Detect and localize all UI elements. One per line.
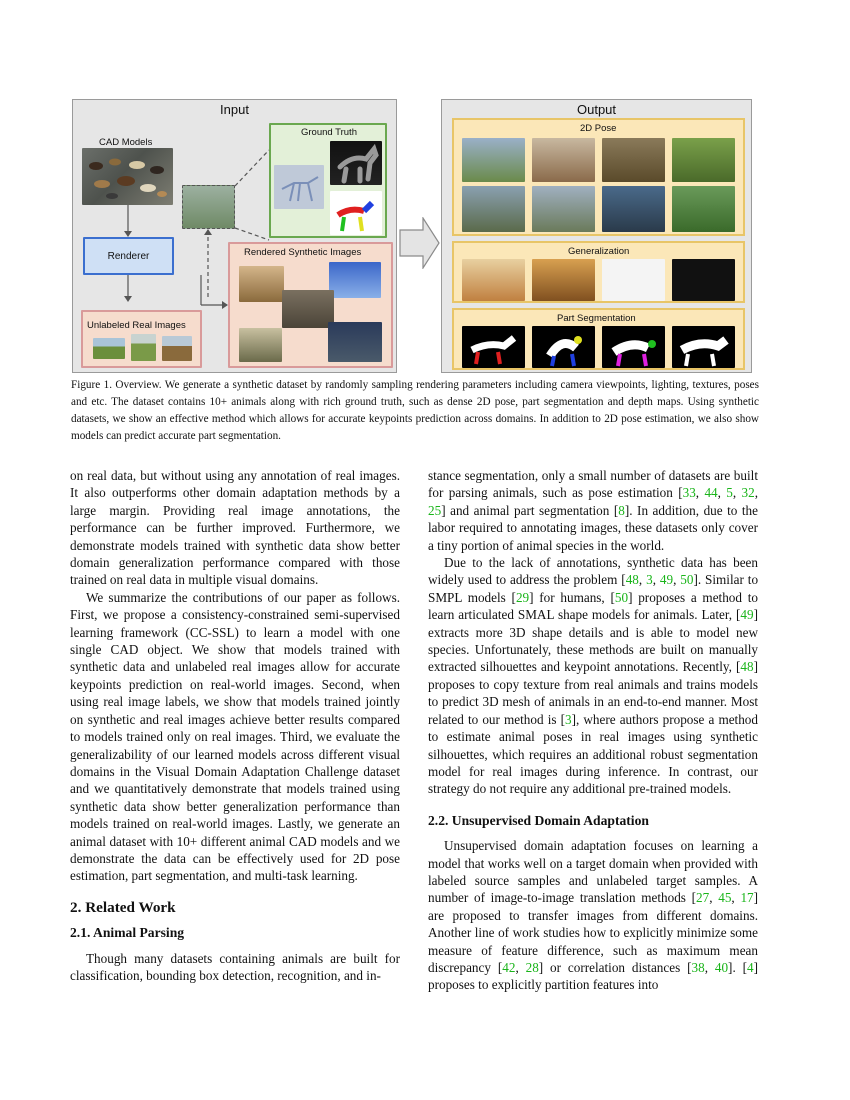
pose-result-8 [672,186,735,232]
citation-link[interactable]: 48 [740,659,754,675]
citation-link[interactable]: 32 [741,485,755,501]
input-connectors [73,100,398,374]
citation-link[interactable]: 4 [747,959,754,975]
citation-link[interactable]: 42 [502,959,516,975]
citation-link[interactable]: 25 [428,502,442,518]
citation-link[interactable]: 8 [618,502,625,518]
citation-link[interactable]: 38 [691,959,705,975]
segmentation-result-1 [462,326,525,368]
generalization-result-1 [462,259,525,301]
pose-result-6 [532,186,595,232]
citation-link[interactable]: 49 [740,607,754,623]
input-panel [72,99,397,373]
output-panel [441,99,752,373]
right-paragraph-2: Due to the lack of annotations, synthetic data has been widely used to address the problem [48, 3, 49, 50]. Similar to SMPL models [29] for humans, [50] proposes a method to learn articulated SMAL shape models for animals. Later, [49] extracts more 3D shape details and is able to model new species. Unfortunately, these methods are built on manually extracted silhouettes and keypoint annotations. Recently, [48] proposes to copy texture from real animals and trains models to predict 3D mesh of animals in an end-to-end manner. Most related to our method is [3], where authors propose a method to estimate animal poses in real images using synthetic silhouettes, which requires an additional robust segmentation model for real images during inference. In contrast, our strategy do not require any additional pre-trained models. [428,555,759,797]
generalization-result-4 [672,259,735,301]
generalization-result-3 [602,259,665,301]
segmentation-result-2 [532,326,595,368]
left-paragraph-2: We summarize the contributions of our paper as follows. First, we propose a consistency-constrained semi-supervised learning framework (CC-SSL) to learn a model with one single CAD object. We show that models trained with synthetic data and unlabeled real images allow for accurate keypoints prediction on real-world images. Second, when using real image labels, we show that models trained jointly on synthetic and real images achieve better results compared to models trained only on real images. Third, we evaluate the generalizability of our learned models across different visual domains in the Visual Domain Adaptation Challenge dataset and we quantitatively demonstrate that models trained using synthetic data show better generalization performance than models trained on real-world images. Lastly, we generate an animal dataset with 10+ different animal CAD models and we demonstrate the data can be effectively used for 2D pose estimation, part segmentation, and multi-task learning. [70,589,400,884]
pose-result-2 [532,138,595,182]
subsection-heading-animal-parsing: 2.1. Animal Parsing [70,925,185,941]
overview-figure [72,99,752,373]
generalization-result-2 [532,259,595,301]
citation-link[interactable]: 50 [680,572,694,588]
pose-result-1 [462,138,525,182]
ground-truth-label: Ground Truth [301,127,357,138]
citation-link[interactable]: 44 [704,485,718,501]
segmentation-result-3 [602,326,665,368]
citation-link[interactable]: 29 [515,589,530,605]
left-paragraph-1: on real data, but without using any annotation of real images. It also outperforms other domain adaptation methods by a large margin. Providing real image annotations, the performance can be further improved. Furthermore, we demonstrate models trained with synthetic data show better domain generalization performance compared with those trained on real data in multiple visual domains. [70,468,400,588]
part-segmentation-results-box [452,308,745,370]
right-paragraph-3: Unsupervised domain adaptation focuses on learning a model that works well on a target domain when provided with labeled source samples and unlabeled target samples. A number of image-to-image translation methods [27, 45, 17] are proposed to transfer images from different domains. Another line of work studies how to explicitly minimize some measure of feature difference, such as maximum mean discrepancy [42, 28] or correlation distances [38, 40]. [4] proposes to explicitly partition features into [428,838,759,993]
pose-results-box [452,118,745,236]
pose-result-5 [462,186,525,232]
citation-link[interactable]: 40 [714,959,729,975]
pose-result-4 [672,138,735,182]
right-column [428,467,758,994]
citation-link[interactable]: 3 [564,711,572,727]
citation-link[interactable]: 33 [682,485,696,501]
rendered-synthetic-label: Rendered Synthetic Images [244,247,362,258]
citation-link[interactable]: 48 [625,572,639,588]
left-column [70,467,400,984]
renderer-label: Renderer [107,250,150,262]
input-title: Input [220,102,249,117]
figure-caption: Figure 1. Overview. We generate a synthetic dataset by randomly sampling rendering parameters including camera viewpoints, lighting, textures, poses and etc. The dataset contains 10+ animals along with rich ground truth, such as dense 2D pose, part segmentation and depth maps. Using synthetic datasets, we show an effective method which allows for accurate keypoints prediction across domains. In addition to 2D pose estimation, we also show models can predict accurate part segmentation. [71,379,759,442]
generalization-results-box [452,241,745,303]
citation-link[interactable]: 49 [659,572,674,588]
unlabeled-real-label: Unlabeled Real Images [87,320,186,331]
part-segmentation-label: Part Segmentation [557,313,636,324]
left-paragraph-3: Though many datasets containing animals are built for classification, bounding box detection, recognition, and in- [70,950,400,983]
citation-link[interactable]: 50 [614,589,629,605]
section-heading-related-work: 2. Related Work [70,898,176,916]
output-title: Output [576,102,617,117]
cad-models-label: CAD Models [99,137,153,148]
input-to-output-arrow [399,217,441,269]
segmentation-result-4 [672,326,735,368]
citation-link[interactable]: 3 [646,572,653,588]
subsection-heading-domain-adaptation: 2.2. Unsupervised Domain Adaptation [428,812,649,828]
pose-result-7 [602,186,665,232]
citation-link[interactable]: 17 [740,890,754,906]
citation-link[interactable]: 5 [726,485,733,501]
citation-link[interactable]: 27 [696,890,710,906]
pose-result-3 [602,138,665,182]
generalization-label: Generalization [568,246,630,257]
citation-link[interactable]: 28 [525,959,539,975]
citation-link[interactable]: 45 [718,890,732,906]
right-paragraph-1: stance segmentation, only a small number of datasets are built for parsing animals, such as pose estimation [33, 44, 5, 32, 25] and animal part segmentation [8]. In addition, due to the labor required to annotating images, these datasets only cover a tiny portion of animal species in the world. [428,468,759,553]
pose-label: 2D Pose [580,123,617,134]
